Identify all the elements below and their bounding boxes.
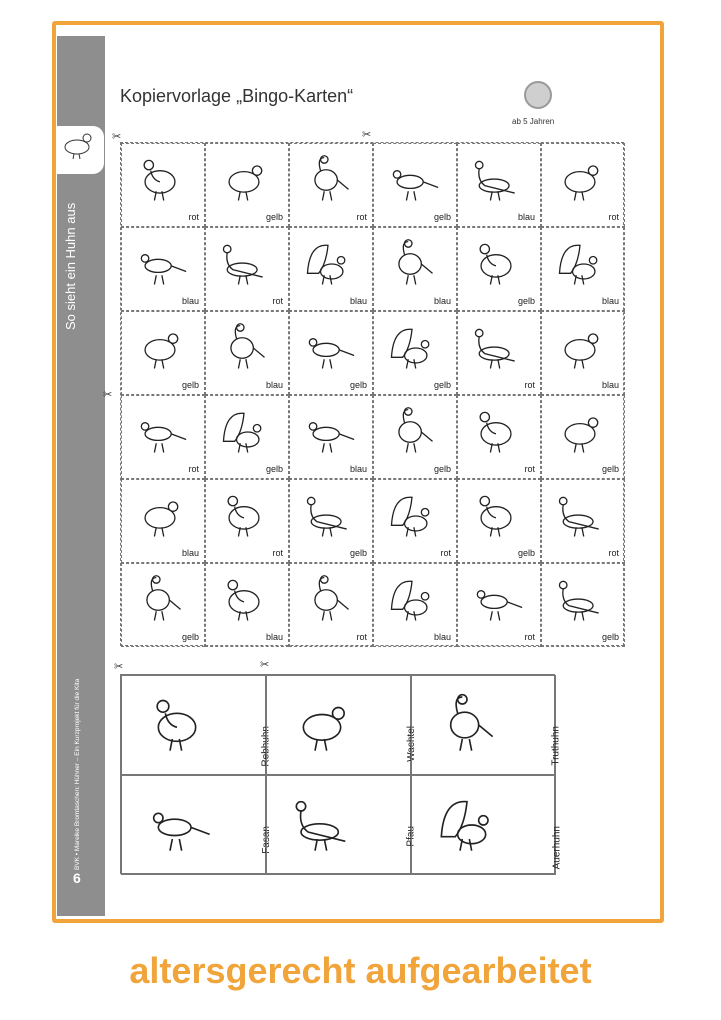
bingo-cell xyxy=(541,563,625,647)
name-card-label: Rebhuhn xyxy=(261,726,272,767)
bingo-cell-label: gelb xyxy=(517,548,535,558)
scissors-icon: ✂ xyxy=(112,131,122,143)
bingo-cell-label: blau xyxy=(433,632,451,642)
turkey-icon xyxy=(300,152,356,208)
bingo-cell xyxy=(205,479,289,563)
bingo-cell xyxy=(373,227,457,311)
bingo-cell xyxy=(541,227,625,311)
name-card xyxy=(411,775,562,875)
bingo-cell xyxy=(121,311,205,395)
bingo-cell-label: blau xyxy=(181,296,199,306)
bingo-cell-label: gelb xyxy=(601,464,619,474)
capercaillie-icon xyxy=(552,236,608,292)
bingo-cell-label: blau xyxy=(517,212,535,222)
peafowl-icon xyxy=(552,572,608,628)
turkey-icon xyxy=(384,404,440,460)
tree-badge-icon xyxy=(524,81,552,109)
bingo-cell-label: gelb xyxy=(601,632,619,642)
partridge-icon xyxy=(216,572,272,628)
partridge-icon xyxy=(468,404,524,460)
page-number: 6 xyxy=(73,870,81,886)
peafowl-icon xyxy=(216,236,272,292)
bingo-cell-label: gelb xyxy=(349,380,367,390)
bingo-cell xyxy=(373,479,457,563)
bingo-cell-label: rot xyxy=(524,632,535,642)
bingo-cell xyxy=(205,395,289,479)
turkey-icon xyxy=(132,572,188,628)
capercaillie-icon xyxy=(384,488,440,544)
bingo-cell-label: rot xyxy=(272,296,283,306)
bingo-cell-label: gelb xyxy=(517,296,535,306)
sidebar-credit: BVK • Mareike Bromtaschen: Hühner – Ein Kurzprojekt für die Kita xyxy=(74,678,81,870)
pheasant-icon xyxy=(384,152,440,208)
turkey-icon xyxy=(432,690,502,760)
quail-icon xyxy=(552,152,608,208)
pheasant-icon xyxy=(132,404,188,460)
bingo-cell-label: gelb xyxy=(433,464,451,474)
bingo-cell-label: blau xyxy=(601,380,619,390)
quail-icon xyxy=(216,152,272,208)
partridge-icon xyxy=(468,236,524,292)
partridge-icon xyxy=(142,690,212,760)
pheasant-icon xyxy=(300,404,356,460)
capercaillie-icon xyxy=(384,320,440,376)
turkey-icon xyxy=(384,236,440,292)
bingo-cell-label: blau xyxy=(265,380,283,390)
bingo-cell xyxy=(541,395,625,479)
bingo-cell xyxy=(541,479,625,563)
bingo-cell xyxy=(121,227,205,311)
peafowl-icon xyxy=(468,152,524,208)
bingo-cell xyxy=(121,563,205,647)
pheasant-icon xyxy=(132,236,188,292)
bingo-cell xyxy=(457,563,541,647)
bird-name-cards xyxy=(120,674,562,874)
bingo-cell-label: rot xyxy=(356,632,367,642)
bingo-cell xyxy=(373,143,457,227)
bingo-cell xyxy=(289,563,373,647)
bingo-cell xyxy=(121,479,205,563)
name-card xyxy=(266,675,417,775)
bingo-cell-label: blau xyxy=(601,296,619,306)
partridge-icon xyxy=(132,152,188,208)
partridge-icon xyxy=(468,488,524,544)
bingo-cell-label: gelb xyxy=(349,548,367,558)
quail-icon xyxy=(552,320,608,376)
quail-icon xyxy=(132,488,188,544)
page-title: Kopiervorlage „Bingo-Karten“ xyxy=(120,86,354,106)
bingo-cell-label: rot xyxy=(524,464,535,474)
name-card xyxy=(121,775,272,875)
bingo-cell-label: rot xyxy=(188,212,199,222)
bingo-cell-label: gelb xyxy=(433,380,451,390)
name-card-label: Fasan xyxy=(261,826,272,854)
name-card-label: Wachtel xyxy=(406,726,417,762)
sidebar-title: So sieht ein Huhn aus xyxy=(63,202,78,330)
bingo-cell xyxy=(121,143,205,227)
bingo-cell-label: blau xyxy=(433,296,451,306)
bingo-cell-label: blau xyxy=(349,296,367,306)
turkey-icon xyxy=(216,320,272,376)
capercaillie-icon xyxy=(432,790,502,860)
age-label: ab 5 Jahren xyxy=(512,117,555,126)
bingo-cell-label: gelb xyxy=(433,212,451,222)
name-card xyxy=(411,675,562,775)
bingo-cell xyxy=(457,479,541,563)
capercaillie-icon xyxy=(300,236,356,292)
bingo-cell xyxy=(121,395,205,479)
pheasant-icon xyxy=(300,320,356,376)
bingo-cell-label: gelb xyxy=(265,212,283,222)
name-card xyxy=(266,775,417,875)
bingo-cell xyxy=(289,227,373,311)
name-card-label: Truthuhn xyxy=(551,726,562,766)
bingo-cell-label: rot xyxy=(608,212,619,222)
bingo-cell xyxy=(373,395,457,479)
quail-icon xyxy=(287,690,357,760)
bingo-cell-label: blau xyxy=(181,548,199,558)
bingo-cell-label: gelb xyxy=(181,380,199,390)
bingo-cell xyxy=(205,227,289,311)
bingo-cell xyxy=(289,311,373,395)
bingo-cell xyxy=(373,563,457,647)
chapter-tab xyxy=(57,125,105,175)
bingo-cell xyxy=(205,563,289,647)
capercaillie-icon xyxy=(384,572,440,628)
bingo-cell xyxy=(457,395,541,479)
pheasant-icon xyxy=(468,572,524,628)
bingo-card-grid xyxy=(120,142,624,646)
bingo-cell xyxy=(457,143,541,227)
chicken-icon xyxy=(57,126,97,162)
bingo-cell xyxy=(205,311,289,395)
bingo-cell xyxy=(457,227,541,311)
bingo-cell-label: rot xyxy=(524,380,535,390)
bingo-cell xyxy=(541,311,625,395)
bingo-cell xyxy=(289,479,373,563)
quail-icon xyxy=(552,404,608,460)
name-card-label: Auerhuhn xyxy=(551,826,562,870)
scissors-icon: ✂ xyxy=(114,661,124,673)
bingo-cell xyxy=(457,311,541,395)
bingo-cell xyxy=(205,143,289,227)
bingo-cell-label: rot xyxy=(440,548,451,558)
tagline: altersgerecht aufgearbeitet xyxy=(129,950,592,991)
scissors-icon: ✂ xyxy=(362,129,372,141)
peafowl-icon xyxy=(287,790,357,860)
name-card-label: Pfau xyxy=(406,826,417,847)
bingo-cell-label: rot xyxy=(188,464,199,474)
peafowl-icon xyxy=(468,320,524,376)
scissors-icon: ✂ xyxy=(103,389,113,401)
peafowl-icon xyxy=(552,488,608,544)
bingo-cell xyxy=(373,311,457,395)
bingo-cell xyxy=(289,395,373,479)
scissors-icon: ✂ xyxy=(260,659,270,671)
bingo-cell xyxy=(289,143,373,227)
partridge-icon xyxy=(216,488,272,544)
turkey-icon xyxy=(300,572,356,628)
bingo-cell-label: rot xyxy=(608,548,619,558)
quail-icon xyxy=(132,320,188,376)
bingo-cell-label: gelb xyxy=(181,632,199,642)
peafowl-icon xyxy=(300,488,356,544)
bingo-cell-label: blau xyxy=(349,464,367,474)
bingo-cell-label: gelb xyxy=(265,464,283,474)
bingo-cell xyxy=(541,143,625,227)
name-card xyxy=(121,675,272,775)
bingo-cell-label: rot xyxy=(272,548,283,558)
bingo-cell-label: rot xyxy=(356,212,367,222)
capercaillie-icon xyxy=(216,404,272,460)
pheasant-icon xyxy=(142,790,212,860)
bingo-cell-label: blau xyxy=(265,632,283,642)
